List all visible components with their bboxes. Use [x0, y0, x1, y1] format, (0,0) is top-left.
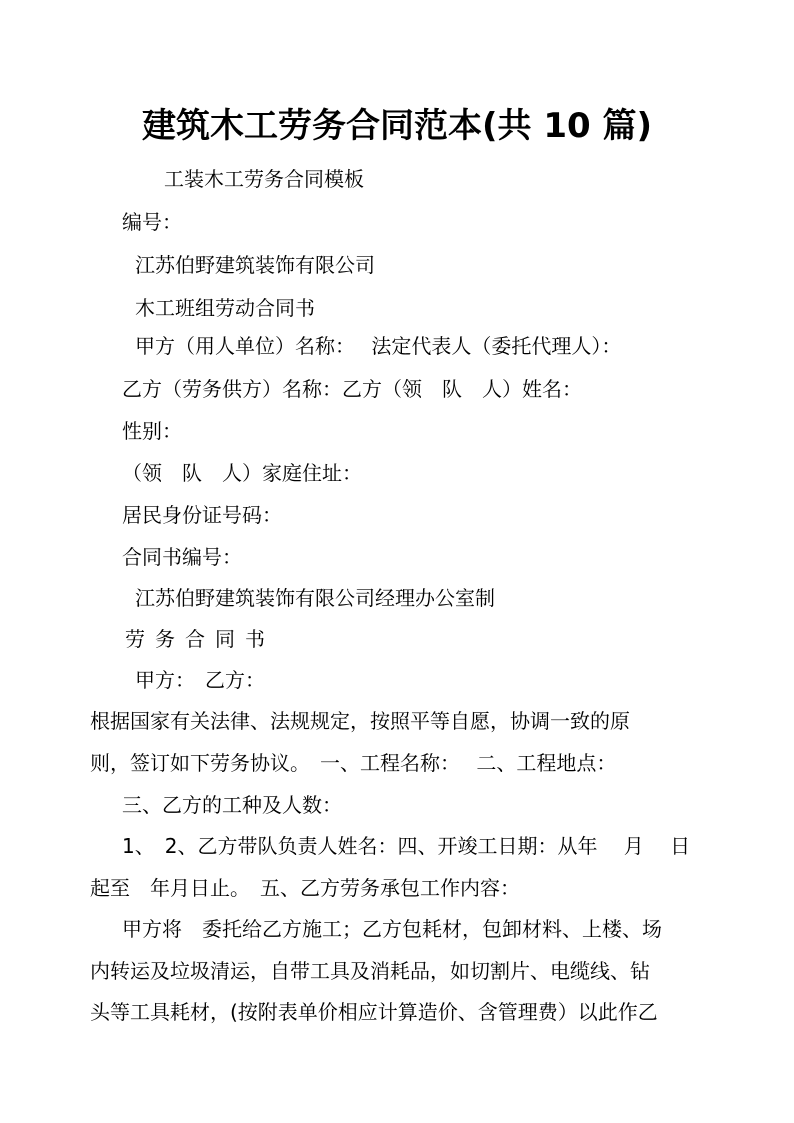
body-line-1: 根据国家有关法律、法规规定，按照平等自愿，协调一致的原 — [90, 709, 630, 733]
body-line-2: 则，签订如下劳务协议。 一、工程名称： 二、工程地点： — [90, 751, 617, 775]
party-b-line: 乙方（劳务供方）名称：乙方（领 队 人）姓名： — [122, 377, 582, 401]
party-a-line: 甲方（用人单位）名称： 法定代表人（委托代理人）： — [135, 334, 622, 358]
body-line-5: 起至 年月日止。 五、乙方劳务承包工作内容： — [90, 876, 520, 900]
section-heading: 劳务合同书 — [125, 627, 275, 651]
issuer-line: 江苏伯野建筑装饰有限公司经理办公室制 — [135, 586, 495, 610]
subtitle: 工装木工劳务合同模板 — [164, 167, 364, 191]
number-label: 编号： — [122, 210, 182, 234]
company-name: 江苏伯野建筑装饰有限公司 — [135, 253, 375, 277]
body-line-4: 1、 2、乙方带队负责人姓名：四、开竣工日期：从年 月 日 — [122, 834, 691, 858]
address-line: （领 队 人）家庭住址： — [122, 461, 362, 485]
body-line-8: 头等工具耗材，(按附表单价相应计算造价、含管理费）以此作乙 — [90, 1000, 658, 1024]
contract-number-line: 合同书编号： — [122, 545, 242, 569]
body-line-6: 甲方将 委托给乙方施工；乙方包耗材，包卸材料、上楼、场 — [122, 917, 662, 941]
document-title: 建筑木工劳务合同范本(共 10 篇) — [141, 106, 653, 146]
gender-line: 性别： — [122, 419, 182, 443]
body-line-7: 内转运及垃圾清运，自带工具及消耗品，如切割片、电缆线、钻 — [90, 959, 650, 983]
id-number-line: 居民身份证号码： — [122, 503, 282, 527]
body-line-3: 三、乙方的工种及人数： — [122, 793, 342, 817]
contract-heading: 木工班组劳动合同书 — [135, 296, 315, 320]
parties-line: 甲方： 乙方： — [135, 668, 265, 692]
